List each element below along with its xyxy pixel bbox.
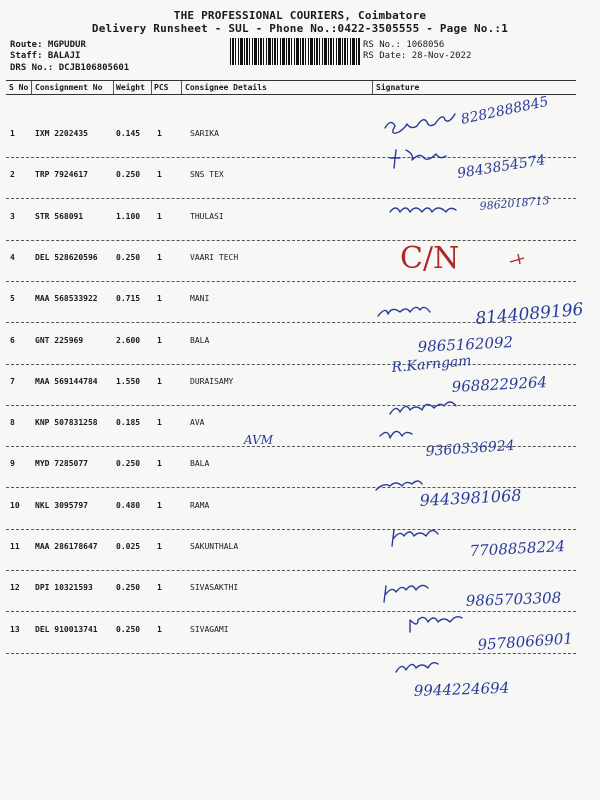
row-pcs: 1 <box>157 212 162 221</box>
row-weight: 0.185 <box>116 418 141 427</box>
signature-scribble <box>385 114 455 133</box>
row-consignment-no: KNP 507831258 <box>35 418 98 427</box>
row-consignee: MANI <box>190 294 210 303</box>
signature-phone-6: 9865162092 <box>417 333 514 356</box>
signature-phone-2: 9843854574 <box>456 152 547 182</box>
row-consignment-no: GNT 225969 <box>35 336 84 345</box>
col-header-pcs: PCS <box>154 83 169 92</box>
signature-scribble <box>376 481 422 490</box>
row-sno: 6 <box>10 336 15 345</box>
row-consignment-no: MAA 569144784 <box>35 377 98 386</box>
row-pcs: 1 <box>157 542 162 551</box>
rs-number: RS No.: 1068056 <box>363 40 445 50</box>
row-pcs: 1 <box>157 459 162 468</box>
signature-phone-12: 9578066901 <box>477 629 574 654</box>
row-sno: 8 <box>10 418 15 427</box>
row-pcs: 1 <box>157 129 162 138</box>
row-weight: 0.250 <box>116 583 141 592</box>
row-weight: 0.250 <box>116 459 141 468</box>
row-weight: 2.600 <box>116 336 141 345</box>
row-consignee: SIVAGAMI <box>190 625 229 634</box>
signature-phone-13: 9944224694 <box>413 678 510 700</box>
col-header-sno: S No <box>9 83 29 92</box>
staff-label: Staff: BALAJI <box>10 51 81 61</box>
row-consignee: AVA <box>190 418 205 427</box>
row-consignment-no: DPI 10321593 <box>35 583 93 592</box>
signature-scribble <box>390 402 456 414</box>
row-sno: 11 <box>10 542 20 551</box>
row-pcs: 1 <box>157 377 162 386</box>
row-consignee: BALA <box>190 336 210 345</box>
row-pcs: 1 <box>157 583 162 592</box>
signature-phone-1: 8282888845 <box>459 93 550 128</box>
row-consignment-no: MAA 286178647 <box>35 542 98 551</box>
row-pcs: 1 <box>157 501 162 510</box>
signature-phone-11: 9865703308 <box>465 588 562 610</box>
signature-scribble <box>380 431 412 438</box>
col-header-consignee: Consignee Details <box>185 83 267 92</box>
col-header-consignment: Consignment No <box>35 83 103 92</box>
row-weight: 0.250 <box>116 170 141 179</box>
row-consignee: DURAISAMY <box>190 377 234 386</box>
row-pcs: 1 <box>157 418 162 427</box>
signature-phone-9: 9443981068 <box>419 485 522 510</box>
row-consignment-no: TRP 7924617 <box>35 170 88 179</box>
row-weight: 0.145 <box>116 129 141 138</box>
row-sno: 3 <box>10 212 15 221</box>
row-weight: 1.100 <box>116 212 141 221</box>
signature-cn-mark: C/N <box>400 241 460 276</box>
signature-scribble <box>410 617 462 632</box>
col-header-signature: Signature <box>376 83 420 92</box>
row-consignment-no: IXM 2202435 <box>35 129 88 138</box>
signature-scribble <box>378 307 430 316</box>
row-consignee: BALA <box>190 459 210 468</box>
row-pcs: 1 <box>157 625 162 634</box>
row-sno: 1 <box>10 129 15 138</box>
company-title: THE PROFESSIONAL COURIERS, Coimbatore <box>173 9 427 22</box>
row-sno: 13 <box>10 625 20 634</box>
row-consignee: SAKUNTHALA <box>190 542 239 551</box>
signature-name-7: R.Karngam <box>390 353 473 376</box>
row-consignee: SIVASAKTHI <box>190 583 239 592</box>
row-weight: 0.250 <box>116 253 141 262</box>
signature-scribble <box>384 585 428 602</box>
row-sno: 7 <box>10 377 15 386</box>
row-consignee: THULASI <box>190 212 224 221</box>
signature-scribble <box>396 663 438 672</box>
row-consignment-no: DEL 910013741 <box>35 625 98 634</box>
row-sno: 2 <box>10 170 15 179</box>
route-label: Route: MGPUDUR <box>10 40 86 50</box>
signature-phone-7: 9688229264 <box>451 373 548 396</box>
row-consignee: VAARI TECH <box>190 253 239 262</box>
row-weight: 1.550 <box>116 377 141 386</box>
row-weight: 0.250 <box>116 625 141 634</box>
row-weight: 0.025 <box>116 542 141 551</box>
signature-phone-5: 8144089196 <box>474 299 585 329</box>
row-sno: 10 <box>10 501 20 510</box>
row-consignment-no: STR 568091 <box>35 212 84 221</box>
row-consignment-no: MYD 7285077 <box>35 459 88 468</box>
row-pcs: 1 <box>157 294 162 303</box>
row-consignee: RAMA <box>190 501 210 510</box>
row-pcs: 1 <box>157 170 162 179</box>
col-header-weight: Weight <box>116 83 145 92</box>
row-consignment-no: NKL 3095797 <box>35 501 88 510</box>
row-sno: 9 <box>10 459 15 468</box>
row-consignee: SNS TEX <box>190 170 224 179</box>
row-sno: 5 <box>10 294 15 303</box>
signature-phone-10: 7708858224 <box>469 537 566 560</box>
row-sno: 4 <box>10 253 15 262</box>
row-pcs: 1 <box>157 253 162 262</box>
signature-scribble <box>390 208 456 212</box>
row-weight: 0.715 <box>116 294 141 303</box>
row-consignment-no: DEL 528620596 <box>35 253 98 262</box>
row-consignment-no: MAA 568533922 <box>35 294 98 303</box>
signature-scribble <box>390 150 446 168</box>
rs-date: RS Date: 28-Nov-2022 <box>363 51 472 61</box>
signature-scribble <box>392 530 438 546</box>
annotation-avm: AVM <box>244 433 274 447</box>
row-sno: 12 <box>10 583 20 592</box>
signature-phone-8: 9360336924 <box>425 437 516 460</box>
row-pcs: 1 <box>157 336 162 345</box>
row-weight: 0.480 <box>116 501 141 510</box>
row-consignee: SARIKA <box>190 129 219 138</box>
runsheet-subtitle: Delivery Runsheet - SUL - Phone No.:0422-3505555 - Page No.:1 <box>91 22 509 35</box>
signature-phone-3: 9862018713 <box>479 193 550 213</box>
drs-number: DRS No.: DCJB106805601 <box>10 63 130 73</box>
